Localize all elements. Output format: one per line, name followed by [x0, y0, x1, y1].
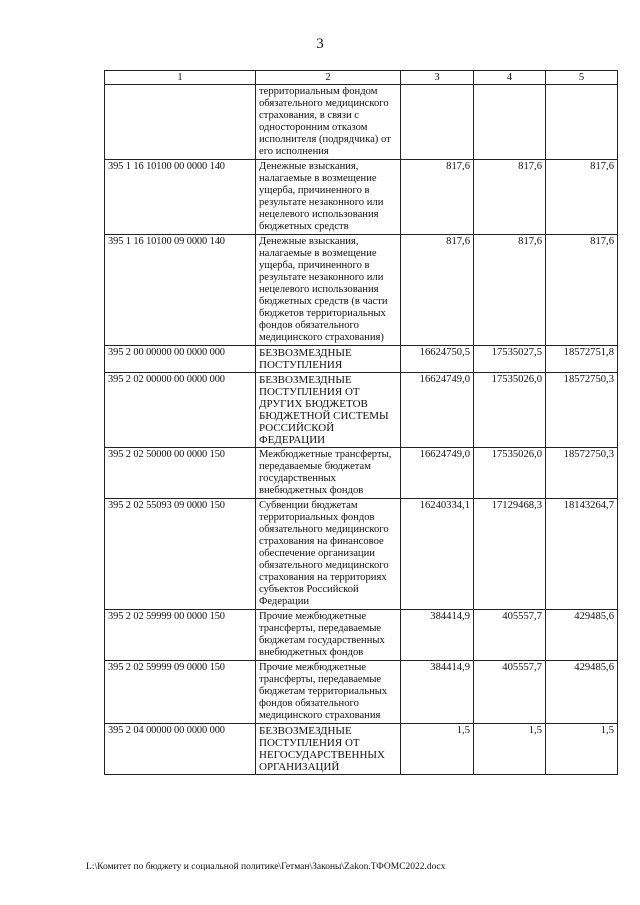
name-cell: БЕЗВОЗМЕЗДНЫЕ ПОСТУПЛЕНИЯ ОТ НЕГОСУДАРСТВЕННЫХ ОРГАНИЗАЦИЙ — [256, 724, 401, 775]
value-cell-2024: 429485,6 — [546, 661, 618, 724]
name-cell: Межбюджетные трансферты, передаваемые бюджетам государственных внебюджетных фондов — [256, 448, 401, 499]
name-cell: Субвенции бюджетам территориальных фондов обязательного медицинского страхования на финансовое обеспечение организации обязательного медицинского страхования на территориях субъектов Российской Федерации — [256, 499, 401, 610]
code-cell: 395 1 16 10100 09 0000 140 — [105, 235, 256, 346]
value-cell-2024: 817,6 — [546, 235, 618, 346]
code-cell: 395 2 04 00000 00 0000 000 — [105, 724, 256, 775]
name-cell: БЕЗВОЗМЕЗДНЫЕ ПОСТУПЛЕНИЯ ОТ ДРУГИХ БЮДЖЕТОВ БЮДЖЕТНОЙ СИСТЕМЫ РОССИЙСКОЙ ФЕДЕРАЦИИ — [256, 373, 401, 448]
value-cell-2023: 405557,7 — [474, 661, 546, 724]
code-cell: 395 2 02 00000 00 0000 000 — [105, 373, 256, 448]
column-header-3: 3 — [401, 71, 474, 85]
column-header-2: 2 — [256, 71, 401, 85]
value-cell-2022: 16624750,5 — [401, 346, 474, 373]
value-cell-2023: 17129468,3 — [474, 499, 546, 610]
budget-table — [104, 70, 618, 775]
table-row — [105, 235, 618, 346]
value-cell-2023: 1,5 — [474, 724, 546, 775]
document-file-path: L:\Комитет по бюджету и социальной политике\Гетман\Законы\Zakon.ТФОМС2022.docx — [86, 862, 446, 872]
code-cell: 395 2 00 00000 00 0000 000 — [105, 346, 256, 373]
value-cell-2022: 16624749,0 — [401, 373, 474, 448]
name-cell: Прочие межбюджетные трансферты, передаваемые бюджетам государственных внебюджетных фондов — [256, 610, 401, 661]
name-cell: территориальным фондом обязательного медицинского страхования, в связи с односторонним отказом исполнителя (подрядчика) от его исполнения — [256, 85, 401, 160]
code-cell: 395 2 02 55093 09 0000 150 — [105, 499, 256, 610]
value-cell-2023: 17535026,0 — [474, 448, 546, 499]
column-header-5: 5 — [546, 71, 618, 85]
column-header-4: 4 — [474, 71, 546, 85]
column-header-1: 1 — [105, 71, 256, 85]
value-cell-2023: 17535026,0 — [474, 373, 546, 448]
value-cell — [401, 85, 474, 160]
name-cell: БЕЗВОЗМЕЗДНЫЕ ПОСТУПЛЕНИЯ — [256, 346, 401, 373]
value-cell-2024: 18572750,3 — [546, 448, 618, 499]
name-cell: Прочие межбюджетные трансферты, передаваемые бюджетам территориальных фондов обязательного медицинского страхования — [256, 661, 401, 724]
value-cell — [546, 85, 618, 160]
value-cell-2024: 18572750,3 — [546, 373, 618, 448]
code-cell: 395 1 16 10100 00 0000 140 — [105, 160, 256, 235]
code-cell: 395 2 02 59999 09 0000 150 — [105, 661, 256, 724]
value-cell-2022: 16240334,1 — [401, 499, 474, 610]
value-cell-2022: 384414,9 — [401, 610, 474, 661]
value-cell-2022: 384414,9 — [401, 661, 474, 724]
value-cell-2024: 817,6 — [546, 160, 618, 235]
value-cell-2022: 817,6 — [401, 235, 474, 346]
value-cell-2023: 17535027,5 — [474, 346, 546, 373]
code-cell: 395 2 02 50000 00 0000 150 — [105, 448, 256, 499]
value-cell-2022: 1,5 — [401, 724, 474, 775]
value-cell-2023: 817,6 — [474, 160, 546, 235]
value-cell-2023: 817,6 — [474, 235, 546, 346]
value-cell-2024: 18143264,7 — [546, 499, 618, 610]
table-row — [105, 160, 618, 235]
table-row-continuation — [105, 85, 618, 160]
code-cell — [105, 85, 256, 160]
page-number: 3 — [316, 36, 324, 52]
table-row — [105, 346, 618, 373]
table-row — [105, 373, 618, 448]
value-cell-2024: 18572751,8 — [546, 346, 618, 373]
value-cell-2024: 429485,6 — [546, 610, 618, 661]
table-row — [105, 499, 618, 610]
table-row — [105, 448, 618, 499]
value-cell-2022: 817,6 — [401, 160, 474, 235]
name-cell: Денежные взыскания, налагаемые в возмещение ущерба, причиненного в результате незаконного или нецелевого использования бюджетных средств — [256, 160, 401, 235]
value-cell-2024: 1,5 — [546, 724, 618, 775]
name-cell: Денежные взыскания, налагаемые в возмещение ущерба, причиненного в результате незаконного или нецелевого использования бюджетных средств (в части бюджетов территориальных фондов обязательного медицинского страхования) — [256, 235, 401, 346]
table-row — [105, 661, 618, 724]
value-cell-2022: 16624749,0 — [401, 448, 474, 499]
code-cell: 395 2 02 59999 00 0000 150 — [105, 610, 256, 661]
table-header-row — [105, 71, 618, 85]
table-row — [105, 610, 618, 661]
value-cell-2023: 405557,7 — [474, 610, 546, 661]
value-cell — [474, 85, 546, 160]
table-row — [105, 724, 618, 775]
